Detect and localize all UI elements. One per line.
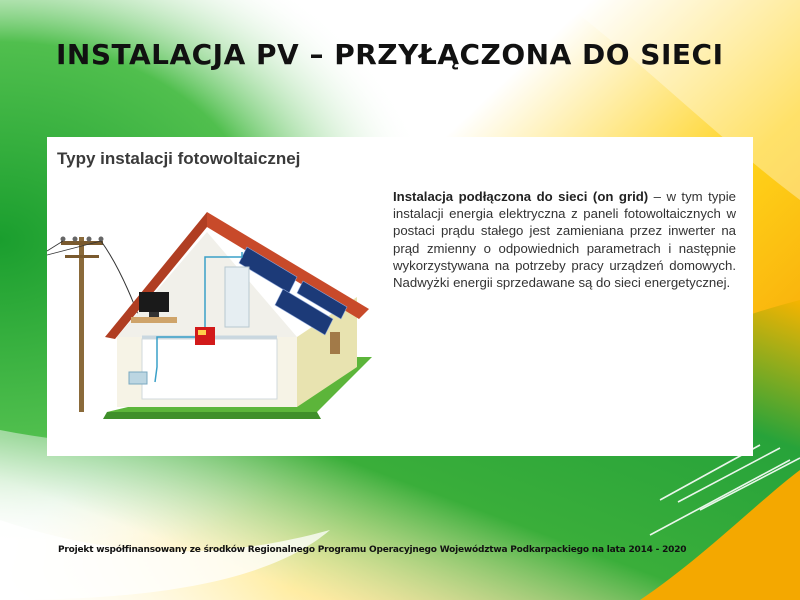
footer-text: Projekt współfinansowany ze środków Regionalnego Programu Operacyjnego Województwa Podkarpackiego na lata 2014 - 2020 — [58, 545, 687, 555]
decorative-lines — [640, 440, 800, 550]
description-body: – w tym typie instalacji energia elektryczna z paneli fotowoltaicznych w postaci prądu stałego jest zamieniana przez inwerter na prąd zmienny o odpowiednich parametrach i następnie wykorzystywana na potrzeby pracy urządzeń domowych. Nadwyżki energii sprzedawane są do sieci energetycznej. — [393, 189, 736, 291]
description-bold: Instalacja podłączona do sieci (on grid) — [393, 189, 649, 204]
description-text — [393, 188, 736, 291]
content-panel — [47, 137, 753, 456]
inverter-icon — [195, 327, 215, 345]
panel-heading: Typy instalacji fotowoltaicznej — [57, 149, 301, 168]
pv-house-illustration — [47, 197, 377, 437]
slide-title: INSTALACJA PV – PRZYŁĄCZONA DO SIECI — [56, 38, 724, 71]
